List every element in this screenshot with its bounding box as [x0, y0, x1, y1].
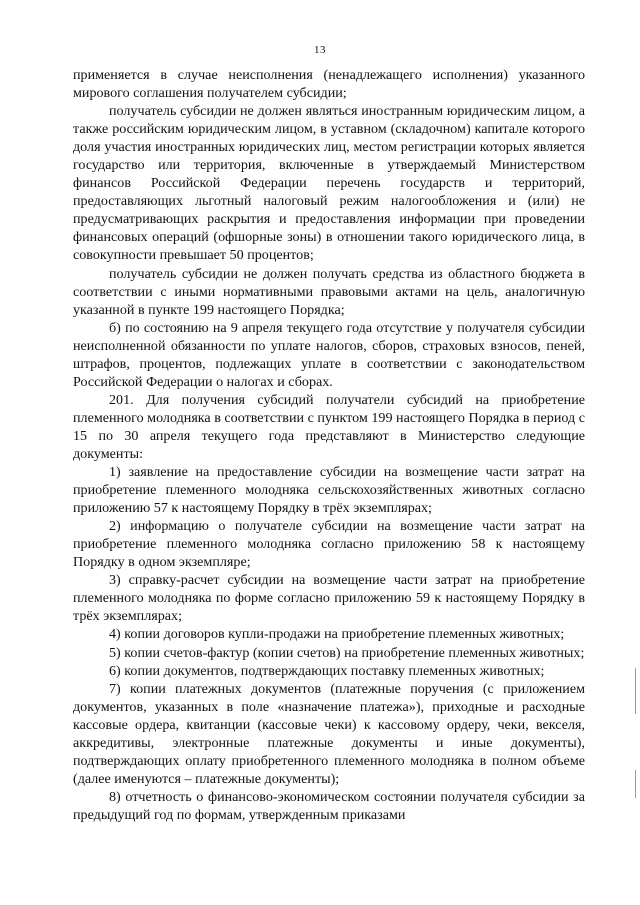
list-item-4: 4) копии договоров купли-продажи на приобретение племенных животных;: [109, 626, 565, 643]
list-item-7: 7) копии платежных документов (платежные поручения (с приложением документов, указанных в поле «назначение платежа»), приходные и расходные кассовые ордера, квитанции (кассовые чеки) к кассовому ордеру, чеки, векселя, аккредитивы, электронные платежные документы и иные документы), подтверждающих оплату приобретенного племенного молодняка в полном объеме (далее именуются – платежные документы);: [73, 680, 585, 787]
paragraph-budget-funds: получатель субсидии не должен получать средства из областного бюджета в соответствии с иными нормативными правовыми актами на цель, аналогичную указанной в пункте 199 настоящего Порядка;: [73, 265, 585, 318]
page-number: 13: [314, 44, 326, 56]
paragraph-201: 201. Для получения субсидий получатели субсидий на приобретение племенного молодняка в соответствии с пунктом 199 настоящего Порядка в период с 15 по 30 апреля текущего года представляют в Министерство следующие документы:: [73, 391, 585, 462]
list-item-6: 6) копии документов, подтверждающих поставку племенных животных;: [109, 662, 545, 679]
list-item-2: 2) информацию о получателе субсидии на возмещение части затрат на приобретение племенного молодняка согласно приложению 58 к настоящему Порядку в одном экземпляре;: [73, 518, 585, 571]
paragraph-foreign-entity: получатель субсидии не должен являться иностранным юридическим лицом, а также российским юридическим лицом, в уставном (складочном) капитале которого доля участия иностранных юридических лиц, местом регистрации которых является государство или территория, включенные в утверждаемый Министерством финансов Российской Федерации перечень государств и территорий, предоставляющих льготный налоговый режим налогообложения и (или) не предусматривающих раскрытия и предоставления информации при проведении финансовых операций (офшорные зоны) в отношении такого юридического лица, в совокупности превышает 50 процентов;: [73, 103, 585, 264]
list-item-8: 8) отчетность о финансово-экономическом состоянии получателя субсидии за предыдущий год по формам, утвержденным приказами: [73, 788, 585, 823]
list-item-1: 1) заявление на предоставление субсидии на возмещение части затрат на приобретение племенного молодняка сельскохозяйственных животных согласно приложению 57 к настоящему Порядку в трёх экземплярах;: [73, 464, 585, 517]
scan-margin-mark: [635, 770, 636, 798]
paragraph-continuation: применяется в случае неисполнения (ненадлежащего исполнения) указанного мирового соглашения получателем субсидии;: [73, 67, 585, 102]
list-item-5: 5) копии счетов-фактур (копии счетов) на приобретение племенных животных;: [109, 644, 585, 661]
list-item-3: 3) справку-расчет субсидии на возмещение части затрат на приобретение племенного молодняка по форме согласно приложению 59 к настоящему Порядку в трёх экземплярах;: [73, 572, 585, 625]
document-body: [73, 66, 585, 824]
scan-margin-mark: [635, 668, 636, 714]
paragraph-tax-obligations: б) по состоянию на 9 апреля текущего года отсутствие у получателя субсидии неисполненной обязанности по уплате налогов, сборов, страховых взносов, пеней, штрафов, процентов, подлежащих уплате в соответствии с законодательством Российской Федерации о налогах и сборах.: [73, 319, 585, 390]
